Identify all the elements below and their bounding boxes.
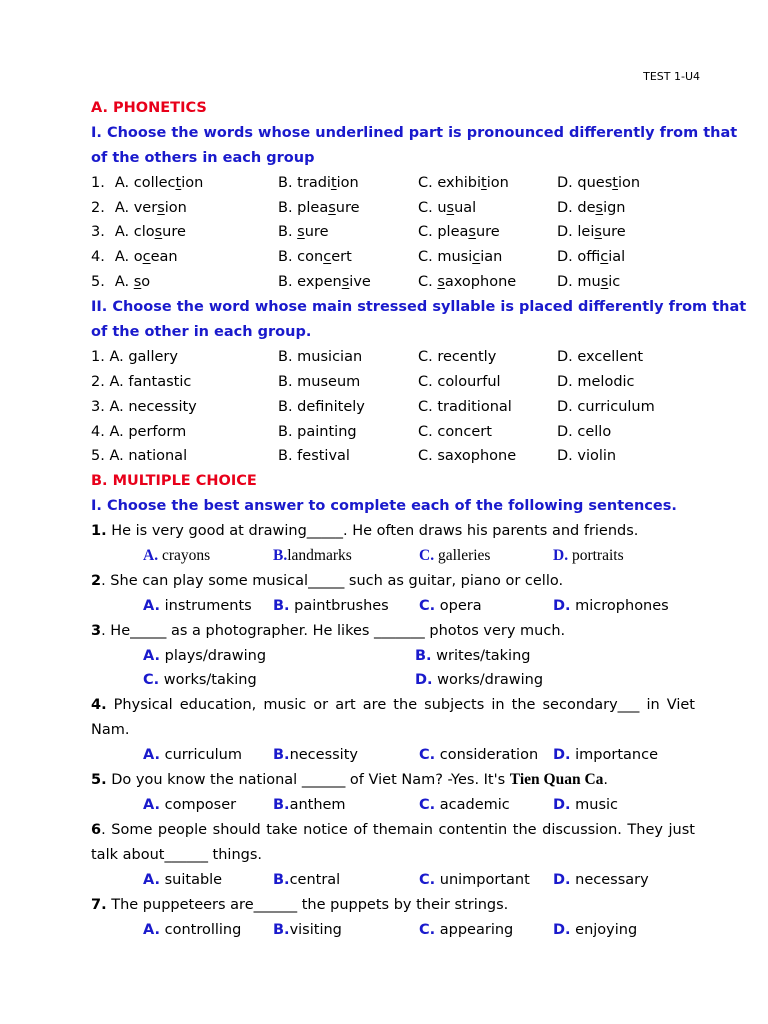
section-a-heading: A. PHONETICS [91, 100, 207, 116]
question-3 [91, 619, 695, 644]
stress-row [91, 395, 695, 420]
option-d: D. leisure [557, 224, 626, 241]
option-a: A. controlling [143, 921, 242, 938]
option-c: C. appearing [419, 921, 514, 938]
stress-row [91, 444, 695, 469]
test-id: TEST 1-U4 [643, 70, 700, 83]
question-text: . Some people should take notice of themain contentin the discussion. They just talk about______ things. [91, 822, 695, 864]
underlined-part: s [328, 199, 336, 216]
option-a: 5. A. so [91, 274, 151, 291]
option-d: D. excellent [557, 348, 644, 365]
option-c: C. saxophone [418, 274, 517, 291]
section-b-heading: B. MULTIPLE CHOICE [91, 473, 257, 490]
option-b: B. museum [278, 373, 361, 390]
underlined-part: t [481, 174, 487, 191]
option-c: C. exhibition [418, 174, 509, 191]
part2-instruction-line1: II. Choose the word whose main stressed syllable is placed differently from that [91, 299, 747, 316]
option-b: B. musician [278, 348, 363, 365]
item-number: 2. [91, 199, 105, 216]
item-number: 4. [91, 249, 105, 266]
stress-list [91, 345, 695, 469]
phonetics-row [91, 171, 695, 196]
question-1 [91, 519, 695, 544]
option-a: 4. A. perform [91, 423, 187, 440]
question-6 [91, 818, 695, 868]
option-a: A. curriculum [143, 747, 242, 764]
question-text: The puppeteers are______ the puppets by their strings. [106, 896, 509, 913]
option-c: C. recently [418, 348, 497, 365]
option-a: 2. A. version [91, 199, 187, 216]
question-3-options-row1 [91, 644, 695, 669]
phonetics-row [91, 196, 695, 221]
question-2-options [91, 594, 695, 619]
underlined-part: c [472, 249, 481, 266]
phonetics-row [91, 245, 695, 270]
option-d: D. works/drawing [415, 672, 544, 689]
part2-instruction-line2: of the other in each group. [91, 324, 312, 341]
option-b: B.anthem [273, 797, 346, 814]
option-b: B. tradition [278, 174, 359, 191]
stress-row [91, 345, 695, 370]
question-text: Physical education, music or art are the subjects in the secondary___ in Viet Nam. [91, 697, 695, 739]
option-a: 2. A. fantastic [91, 373, 192, 390]
question-number: 3 [91, 622, 102, 639]
option-c: C. consideration [419, 747, 539, 764]
part1-instruction-line2: of the others in each group [91, 149, 315, 166]
option-b: B. writes/taking [415, 647, 531, 664]
option-c: C. pleasure [418, 224, 500, 241]
option-b: B.landmarks [273, 547, 352, 565]
item-number: 2 [91, 373, 101, 390]
option-a: A. crayons [143, 547, 211, 565]
underlined-part: s [600, 274, 609, 291]
question-text: Do you know the national ______ of Viet Nam? -Yes. It's [106, 772, 510, 789]
option-c: C. opera [419, 597, 482, 614]
question-text: He is very good at drawing_____. He often draws his parents and friends. [106, 523, 639, 540]
part3-instruction: I. Choose the best answer to complete each of the following sentences. [91, 498, 677, 515]
question-7 [91, 893, 695, 918]
item-number: 1 [91, 348, 101, 365]
question-number: 1. [91, 523, 107, 540]
question-4-options [91, 743, 695, 768]
question-5: 5. Do you know the national ______ of Viet Nam? -Yes. It's Tien Quan Ca. [91, 771, 608, 789]
question-6-options [91, 868, 695, 893]
item-number: 1. [91, 174, 105, 191]
option-d: D. importance [553, 747, 658, 764]
question-number: 6 [91, 822, 102, 839]
option-b: B. sure [278, 224, 329, 241]
question-number: 2 [91, 572, 102, 589]
option-a: A. instruments [143, 597, 252, 614]
underlined-part: s [133, 274, 142, 291]
option-b: B. expensive [278, 274, 371, 291]
option-d: D. music [557, 274, 621, 291]
worksheet-content [91, 96, 747, 943]
option-d: D. official [557, 249, 626, 266]
underlined-part: s [154, 224, 163, 241]
question-3-options-row2 [91, 668, 695, 693]
option-c: C. academic [419, 797, 510, 814]
stress-row [91, 370, 695, 395]
question-4 [91, 693, 695, 743]
option-c: C. colourful [418, 373, 501, 390]
option-b: B. pleasure [278, 199, 360, 216]
option-d: D. curriculum [557, 398, 655, 415]
underlined-part: c [323, 249, 332, 266]
option-d: D. microphones [553, 597, 669, 614]
option-a: 1. A. gallery [91, 348, 178, 365]
underlined-part: c [142, 249, 151, 266]
option-c: C. usual [418, 199, 477, 216]
underlined-part: s [595, 199, 604, 216]
option-a: 3. A. necessity [91, 398, 197, 415]
question-text: . He_____ as a photographer. He likes _______ photos very much. [101, 622, 566, 639]
option-b: B.necessity [273, 747, 358, 764]
question-text: . She can play some musical_____ such as guitar, piano or cello. [101, 572, 564, 589]
item-number: 3. [91, 224, 105, 241]
option-a: A. plays/drawing [143, 647, 267, 664]
stress-row [91, 420, 695, 445]
underlined-part: t [175, 174, 182, 191]
option-a: 3. A. closure [91, 224, 186, 241]
question-1-options [91, 544, 695, 569]
option-a: 1. A. collection [91, 174, 204, 191]
question-number: 4. [91, 697, 107, 714]
phonetics-row [91, 270, 695, 295]
underlined-part: s [297, 224, 305, 241]
option-c: C. traditional [418, 398, 512, 415]
option-d: D. necessary [553, 872, 649, 889]
option-b: B. paintbrushes [273, 597, 389, 614]
option-d: D. cello [557, 423, 612, 440]
underlined-part: s [341, 274, 350, 291]
option-d: D. portraits [553, 547, 624, 565]
option-d: D. music [553, 797, 619, 814]
option-b: B. painting [278, 423, 357, 440]
phonetics-list [91, 171, 695, 295]
option-d: D. enjoying [553, 921, 638, 938]
option-b: B. festival [278, 448, 350, 465]
underlined-part: c [600, 249, 609, 266]
option-a: 4. A. ocean [91, 249, 178, 266]
item-number: 5. [91, 274, 105, 291]
underlined-part: t [612, 174, 618, 191]
option-b: B. definitely [278, 398, 365, 415]
option-b: B.central [273, 872, 341, 889]
option-c: C. musician [418, 249, 503, 266]
underlined-part: s [594, 224, 602, 241]
option-a: 5. A. national [91, 448, 188, 465]
option-b: B.visiting [273, 921, 342, 938]
question-number: 7. [91, 896, 107, 913]
item-number: 3 [91, 398, 101, 415]
underlined-part: s [157, 199, 165, 216]
option-a: A. composer [143, 797, 237, 814]
underlined-part: s [446, 199, 455, 216]
phonetics-row [91, 220, 695, 245]
option-c: C. works/taking [143, 672, 257, 689]
item-number: 5 [91, 448, 101, 465]
anthem-name: Tien Quan Ca [509, 771, 604, 789]
question-7-options [91, 918, 695, 943]
option-c: C. saxophone [418, 448, 517, 465]
option-d: D. design [557, 199, 626, 216]
underlined-part: s [437, 274, 445, 291]
question-2 [91, 569, 695, 594]
underlined-part: t [330, 174, 337, 191]
part1-instruction-line1: I. Choose the words whose underlined part is pronounced differently from that [91, 124, 738, 141]
item-number: 4 [91, 423, 101, 440]
underlined-part: s [468, 224, 476, 241]
option-d: D. melodic [557, 373, 635, 390]
option-c: C. concert [418, 423, 492, 440]
option-d: D. violin [557, 448, 617, 465]
option-c: C. unimportant [419, 872, 530, 889]
option-b: B. concert [278, 249, 352, 266]
option-a: A. suitable [143, 872, 223, 889]
option-c: C. galleries [419, 547, 491, 565]
option-d: D. question [557, 174, 641, 191]
question-5-options [91, 793, 695, 818]
question-number: 5. [91, 772, 107, 789]
